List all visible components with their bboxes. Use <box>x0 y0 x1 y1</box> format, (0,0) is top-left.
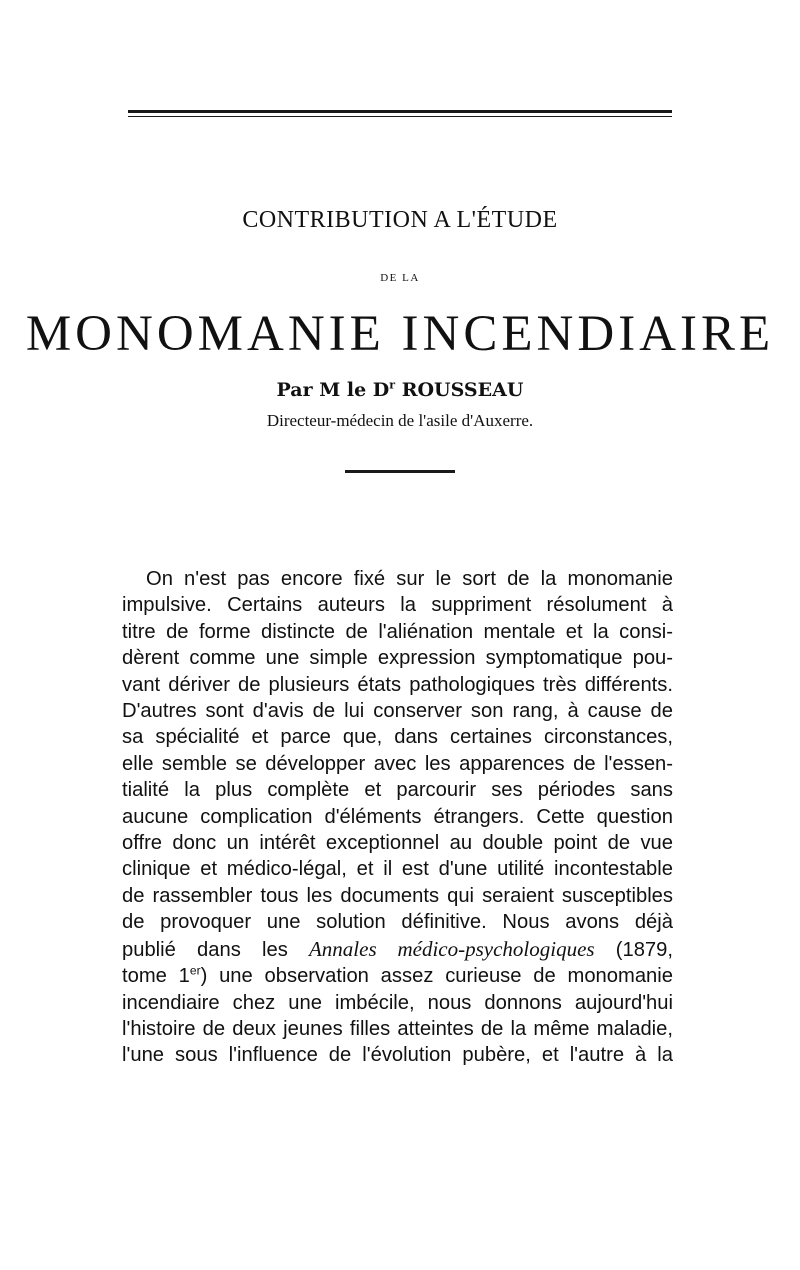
ordinal-sup: er <box>189 963 201 978</box>
body-line: incendiaire chez une imbécile, nous donnons aujourd'hui <box>122 991 673 1014</box>
section-divider <box>345 470 455 473</box>
body-line: On n'est pas encore fixé sur le sort de la monomanie <box>146 568 673 590</box>
body-line-16-end: ) une observation assez curieuse de monomanie <box>200 965 673 988</box>
title-line-1: CONTRIBUTION A L'ÉTUDE <box>242 207 558 233</box>
author-prefix: Par M le D <box>276 379 390 401</box>
author-name: ROUSSEAU <box>401 379 524 401</box>
body-line: titre de forme distincte de l'aliénation mentale et la consi- <box>122 620 673 643</box>
author-line <box>0 379 800 401</box>
body-line: de rassembler tous les documents qui seraient susceptibles <box>122 884 673 907</box>
body-line: l'histoire de deux jeunes filles atteintes de la même maladie, <box>122 1017 673 1040</box>
body-line: clinique et médico-légal, et il est d'une utilité incontestable <box>122 858 673 881</box>
top-rule-thin <box>128 116 672 117</box>
body-paragraph <box>122 566 673 1069</box>
title-line-2: DE LA <box>380 272 420 284</box>
body-line <box>122 936 673 963</box>
body-line: tialité la plus complète et parcourir ses périodes sans <box>122 779 673 802</box>
body-line: dèrent comme une simple expression symptomatique pou- <box>122 647 673 670</box>
body-line: offre donc un intérêt exceptionnel au double point de vue <box>122 832 673 855</box>
journal-title: Annales médico-psychologiques <box>308 936 595 961</box>
body-line-15-end: (1879, <box>615 938 673 961</box>
body-line: vant dériver de plusieurs états pathologiques très différents. <box>122 673 673 696</box>
body-line: D'autres sont d'avis de lui conserver son rang, à cause de <box>122 700 673 723</box>
body-line: sa spécialité et parce que, dans certaines circonstances, <box>122 726 673 749</box>
body-line <box>122 963 673 989</box>
main-title: MONOMANIE INCENDIAIRE <box>25 306 775 362</box>
body-line: de provoquer une solution définitive. Nous avons déjà <box>122 911 673 934</box>
body-line-15-start: publié dans les <box>122 938 288 961</box>
body-line: elle semble se développer avec les apparences de l'essen- <box>122 752 673 775</box>
body-line: impulsive. Certains auteurs la suppriment résolument à <box>122 594 673 617</box>
top-rule-thick <box>128 110 672 113</box>
body-line: aucune complication d'éléments étrangers. Cette question <box>122 805 673 828</box>
author-title-sup: r <box>389 378 396 392</box>
body-line-16-start: tome 1 <box>122 965 190 988</box>
body-line: l'une sous l'influence de l'évolution pubère, et l'autre à la <box>122 1044 673 1067</box>
author-affiliation: Directeur-médecin de l'asile d'Auxerre. <box>266 411 534 430</box>
